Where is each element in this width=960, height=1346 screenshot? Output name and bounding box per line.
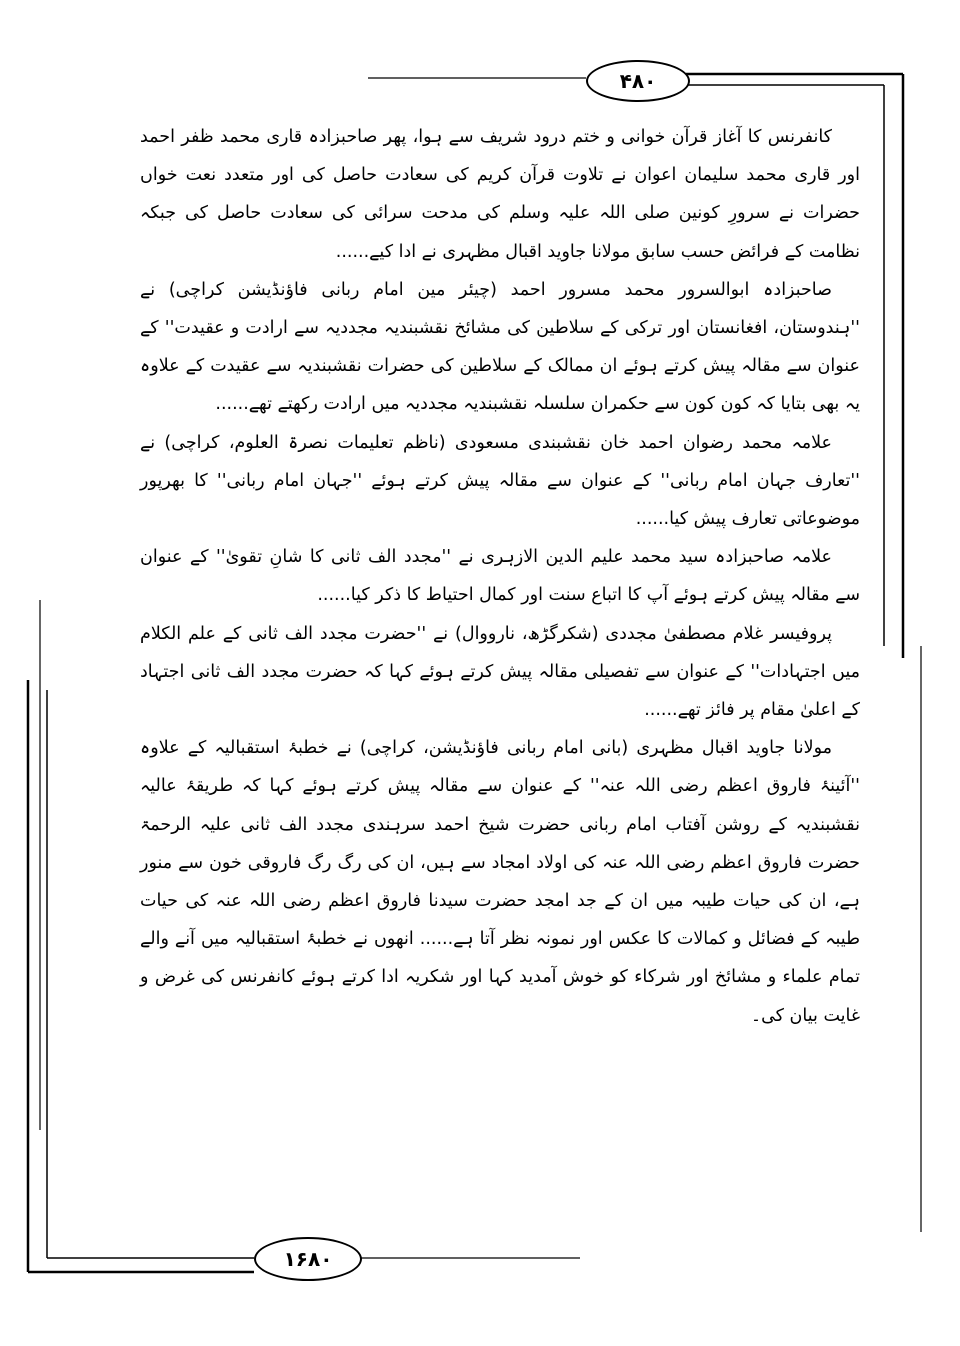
paragraph-opening: کانفرنس کا آغاز قرآن خوانی و ختم درود شریف سے ہوا، پھر صاحبزادہ قاری محمد ظفر احمد اور قاری محمد سلیمان اعوان نے تلاوت قرآن کریم کی سعادت حاصل کی اور متعدد نعت خواں حضرات نے سرورِ کونین صلی اللہ علیہ وسلم کی مدحت سرائی کی سعادت حاصل کی جبکہ نظامت کے فرائض حسب سابق مولانا جاوید اقبال مظہری نے ادا کیے......	[140, 127, 860, 262]
page-number-top: ۴۸۰	[586, 60, 690, 102]
paragraph-rizwan-ahmad: علامہ محمد رضوان احمد خان نقشبندی مسعودی (ناظم تعلیمات نصرۃ العلوم، کراچی) نے ''تعارف جہان امام ربانی'' کے عنوان سے مقالہ پیش کرتے ہوئے ''جہان امام ربانی'' کا بھرپور موضوعاتی تعارف پیش کیا......	[140, 432, 860, 530]
page-number-bottom: ۱۶۸۰	[254, 1237, 362, 1281]
paragraph-javed-iqbal: مولانا جاوید اقبال مظہری (بانی امام ربانی فاؤنڈیشن، کراچی) نے خطبۂ استقبالیہ کے علاوہ ''آئینۂ فاروق اعظم رضی اللہ عنہ'' کے عنوان سے مقالہ پیش کرتے ہوئے کہا کہ طریقۂ عالیہ نقشبندیہ کے روشن آفتاب امام ربانی حضرت شیخ احمد سرہندی مجدد الف ثانی علیہ الرحمۃ حضرت فاروق اعظم رضی اللہ عنہ کی اولاد امجاد سے ہیں، ان کی رگ رگ فاروقی خون سے منور ہے، ان کی حیات طیبہ میں ان کے جد امجد حضرت سیدنا فاروق اعظم رضی اللہ عنہ کی حیات طیبہ کے فضائل و کمالات کا عکس اور نمونہ نظر آتا ہے...... انھوں نے خطبۂ استقبالیہ میں آنے والے تمام علماء و مشائخ اور شرکاء کو خوش آمدید کہا اور شکریہ ادا کرتے ہوئے کانفرنس کی غرض و غایت بیان کی۔	[140, 738, 860, 1026]
paragraph-ghulam-mustafa: پروفیسر غلام مصطفیٰ مجددی (شکرگڑھ، نارووال) نے ''حضرت مجدد الف ثانی کے علم الکلام میں اجتہادات'' کے عنوان سے تفصیلی مقالہ پیش کرتے ہوئے کہا کہ حضرت مجدد الف ثانی اجتہاد کے اعلیٰ مقام پر فائز تھے......	[140, 623, 860, 721]
article-body	[140, 118, 860, 1035]
paragraph-masroor-ahmad: صاحبزادہ ابوالسرور محمد مسرور احمد (چیئر مین امام ربانی فاؤنڈیشن کراچی) نے ''ہندوستان، افغانستان اور ترکی کے سلاطین کی مشائخ نقشبندیہ مجددیہ سے ارادت و عقیدت'' کے عنوان سے مقالہ پیش کرتے ہوئے ان ممالک کے سلاطین کی حضرات نقشبندیہ سے عقیدت کے علاوہ یہ بھی بتایا کہ کون کون سے حکمران سلسلہ نقشبندیہ مجددیہ میں ارادت رکھتے تھے......	[140, 279, 860, 415]
paragraph-aleem-uddin: علامہ صاحبزادہ سید محمد علیم الدین الازہری نے ''مجدد الف ثانی کا شانِ تقویٰ'' کے عنوان سے مقالہ پیش کرتے ہوئے آپ کا اتباع سنت اور کمال احتیاط کا ذکر کیا......	[140, 547, 860, 606]
